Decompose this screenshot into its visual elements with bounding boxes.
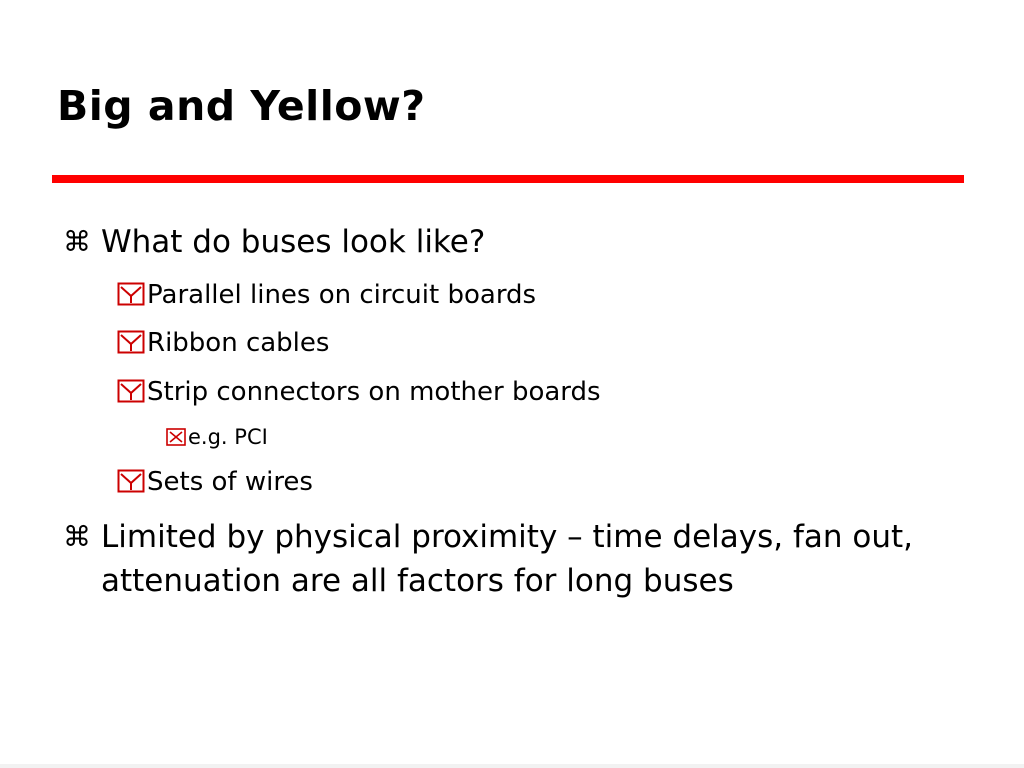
checked-box-icon [117,282,147,306]
bullet-text: What do buses look like? [101,224,486,260]
bullet-text: Strip connectors on mother boards [147,377,601,407]
checked-box-icon [117,469,147,493]
slide-title: Big and Yellow? [57,82,426,130]
checked-box-icon [117,330,147,354]
bullet-text: e.g. PCI [188,425,268,449]
bullet-item-level2 [117,327,329,359]
crossed-box-icon [166,428,188,446]
bullet-text: Limited by physical proximity – time delays, fan out, attenuation are all factors for long buses [101,519,913,599]
bullet-item-level2 [117,376,601,408]
bullet-item-level1 [63,220,485,264]
command-icon: ⌘ [63,225,91,258]
command-icon: ⌘ [63,520,91,553]
bullet-text: Parallel lines on circuit boards [147,280,537,310]
title-underline [52,175,964,183]
bullet-item-level3 [166,424,268,450]
bullet-item-level2 [117,466,313,498]
bullet-text: Ribbon cables [147,328,330,358]
bullet-item-level1 [63,515,951,603]
bullet-text: Sets of wires [147,467,313,497]
bottom-border [0,764,1024,768]
bullet-item-level2 [117,279,536,311]
checked-box-icon [117,379,147,403]
